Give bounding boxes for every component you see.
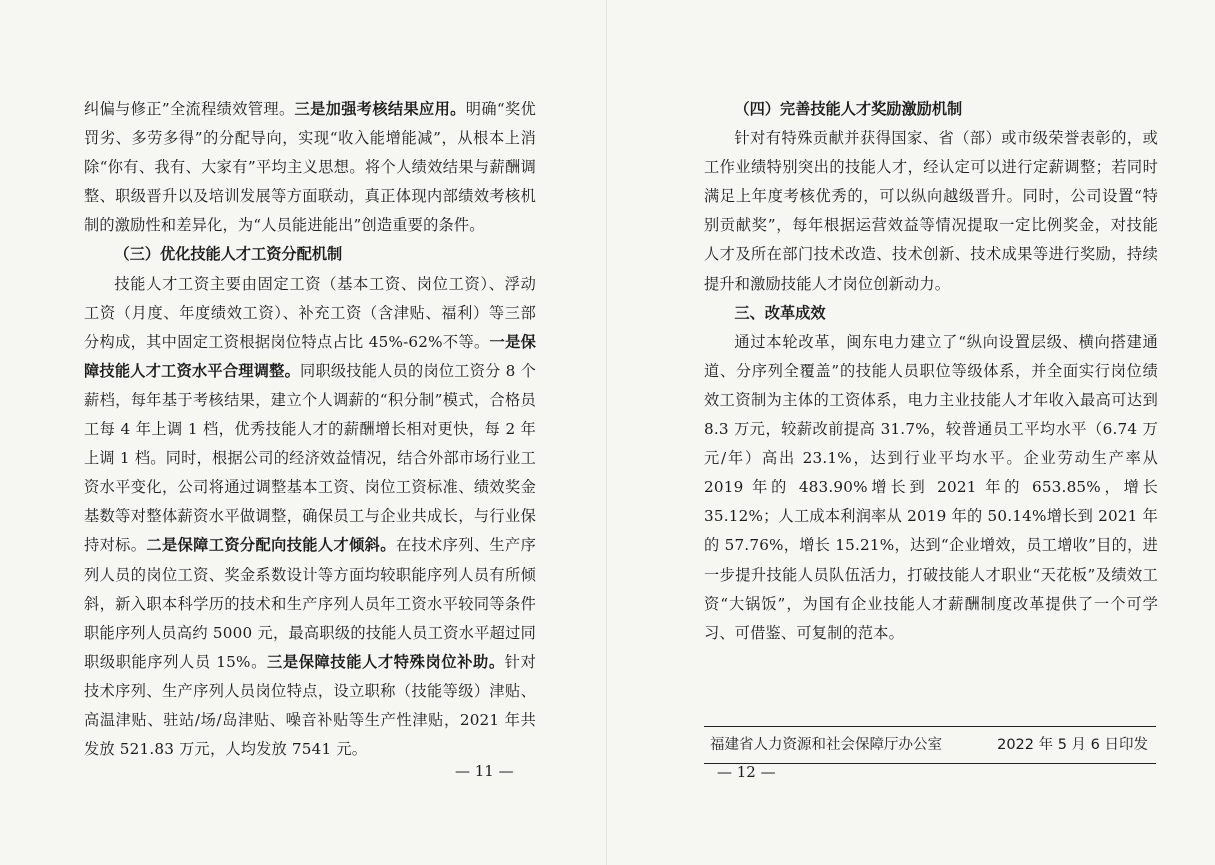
right-page-body [704, 95, 1158, 648]
paragraph-text: 技能人才工资主要由固定工资（基本工资、岗位工资）、浮动工资（月度、年度绩效工资）、补充工资（含津贴、福利）等三部分构成，其中固定工资根据岗位特点占比 45%-62%不等。 [84, 274, 536, 351]
paragraph-incentive: 针对有特殊贡献并获得国家、省（部）或市级荣誉表彰的，或工作业绩特别突出的技能人才，经认定可以进行定薪调整；若同时满足上年度考核优秀的，可以纵向越级晋升。同时，公司设置“特别贡献奖”，每年根据运营效益等情况提取一定比例奖金，对技能人才及所在部门技术改造、技术创新、技术成果等进行奖励，持续提升和激励技能人才岗位创新动力。 [704, 129, 1158, 293]
issue-date: 2022 年 5 月 6 日印发 [997, 737, 1148, 753]
issuing-office: 福建省人力资源和社会保障厅办公室 [710, 737, 942, 753]
section-heading-4: （四）完善技能人才奖励激励机制 [734, 100, 963, 118]
right-page [607, 0, 1215, 865]
bold-point-three: 三是加强考核结果应用。 [294, 100, 466, 118]
page-number: — 11 — [455, 762, 514, 780]
paragraph-text: 针对技术序列、生产序列人员岗位特点，设立职称（技能等级）津贴、高温津贴、驻站/场/岛津贴、噪音补贴等生产性津贴，2021 年共发放 521.83 万元，人均发放 7541 元。 [84, 652, 537, 759]
paragraph-results: 通过本轮改革，闽东电力建立了“纵向设置层级、横向搭建通道、分序列全覆盖”的技能人员职位等级体系，并全面实行岗位绩效工资制为主体的工资体系，电力主业技能人才年收入最高可达到 8.3 万元，较薪改前提高 31.7%，较普通员工平均水平（6.74 万元/年）高出 23.1%，达到行业平均水平。企业劳动生产率从 2019 年的 483.90%增长到 2021 年的 653.85%，增长 35.12%；人工成本利润率从 2019 年的 50.14%增长到 2021 年的 57.76%，增长 15.21%，达到“企业增效，员工增收”目的，进一步提升技能人员队伍活力，打破技能人才职业“天花板”及绩效工资“大锅饭”，为国有企业技能人才薪酬制度改革提供了一个可学习、可借鉴、可复制的范本。 [704, 332, 1158, 642]
bold-point-three-allowance: 三是保障技能人才特殊岗位补助。 [266, 652, 505, 671]
paragraph-text: 明确“奖优罚劣、多劳多得”的分配导向，实现“收入能增能减”，从根本上消除“你有、我有、大家有”平均主义思想。将个人绩效结果与薪酬调整、职级晋升以及培训发展等方面联动，真正体现内部绩效考核机制的激励性和差异化，为“人员能进能出”创造重要的条件。 [84, 100, 536, 235]
left-page [0, 0, 607, 865]
section-heading-3: （三）优化技能人才工资分配机制 [114, 245, 343, 264]
left-page-body [84, 95, 536, 764]
page-number: — 12 — [717, 763, 776, 781]
bold-point-two: 二是保障工资分配向技能人才倾斜。 [146, 536, 396, 555]
paragraph-text: 纠偏与修正”全流程绩效管理。 [84, 100, 295, 118]
paragraph-text: 在技术序列、生产序列人员的岗位工资、奖金系数设计等方面均较职能序列人员有所倾斜，新入职本科学历的技术和生产序列人员年工资水平较同等条件职能序列人员高约 5000 元，最高职级的技能人员工资水平超过同职级职能序列人员 15%。 [84, 536, 536, 671]
section-heading-results: 三、改革成效 [734, 303, 826, 322]
publication-footer [704, 726, 1156, 764]
paragraph-text: 同职级技能人员的岗位工资分 8 个薪档，每年基于考核结果，建立个人调薪的“积分制”模式，合格员工每 4 年上调 1 档，优秀技能人才的薪酬增长相对更快，每 2 年上调 1 档。同时，根据公司的经济效益情况，结合外部市场行业工资水平变化，公司将通过调整基本工资、岗位工资标准、绩效奖金基数等对整体薪资水平做调整，确保员工与企业共成长，与行业保持对标。 [84, 361, 536, 555]
paragraph-performance-management [84, 95, 536, 240]
bold-point-one: 一是保障技能人才工资水平合理调整。 [84, 332, 536, 380]
paragraph-wage-structure [84, 270, 536, 765]
